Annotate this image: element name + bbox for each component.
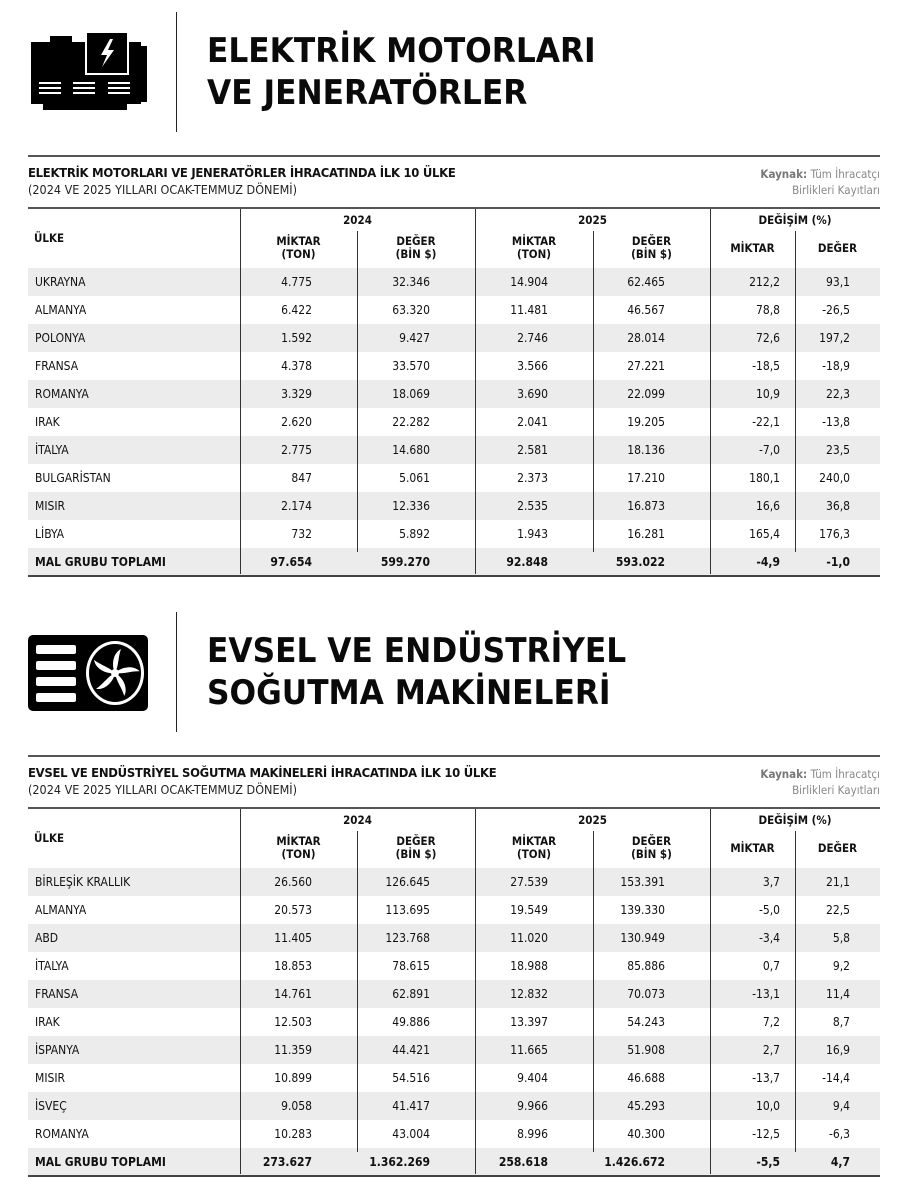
cell-value: 12.336 bbox=[392, 499, 430, 513]
cell-value: 8,7 bbox=[832, 1015, 850, 1029]
header-2024-qty-line1: MİKTAR bbox=[276, 834, 321, 848]
header-year-2025: 2025 bbox=[578, 813, 607, 827]
cell-value: 139.330 bbox=[620, 903, 665, 917]
table-row bbox=[28, 380, 880, 408]
table-total-row bbox=[28, 548, 880, 577]
cell-value: 32.346 bbox=[392, 275, 430, 289]
cell-value: 2.041 bbox=[517, 415, 548, 429]
cell-value: 123.768 bbox=[385, 931, 430, 945]
cell-value: -12,5 bbox=[752, 1127, 780, 1141]
total-value: 1.362.269 bbox=[369, 1155, 430, 1169]
header-2025-value-line1: DEĞER bbox=[631, 834, 672, 848]
total-value: -1,0 bbox=[826, 555, 850, 569]
cell-value: 19.205 bbox=[627, 415, 665, 429]
table-row bbox=[28, 464, 880, 492]
table-header bbox=[28, 209, 880, 268]
cell-value: 22.282 bbox=[392, 415, 430, 429]
header-2025-qty-line1: MİKTAR bbox=[511, 834, 557, 848]
table-row bbox=[28, 352, 880, 380]
cell-value: 62.465 bbox=[627, 275, 665, 289]
cell-country: ROMANYA bbox=[35, 387, 89, 401]
cell-value: 176,3 bbox=[819, 527, 850, 541]
source-text-2: Birlikleri Kayıtları bbox=[792, 783, 880, 797]
table-row bbox=[28, 980, 880, 1008]
cell-value: 46.567 bbox=[627, 303, 665, 317]
header-2024-qty-line2: (TON) bbox=[281, 247, 316, 261]
column-divider bbox=[593, 831, 594, 1152]
cell-value: 22,5 bbox=[825, 903, 850, 917]
cell-value: 240,0 bbox=[819, 471, 850, 485]
cell-value: -14,4 bbox=[822, 1071, 850, 1085]
cell-value: 26.560 bbox=[274, 875, 312, 889]
header-2024-value bbox=[357, 235, 475, 261]
table-body bbox=[28, 868, 880, 1177]
header-change: DEĞİŞİM (%) bbox=[758, 813, 832, 827]
cell-country: FRANSA bbox=[35, 987, 79, 1001]
column-divider bbox=[593, 231, 594, 552]
table-subtitle: (2024 VE 2025 YILLARI OCAK-TEMMUZ DÖNEMİ) bbox=[28, 782, 297, 797]
cell-country: İTALYA bbox=[35, 443, 69, 457]
cell-value: 2.174 bbox=[281, 499, 312, 513]
cell-value: 51.908 bbox=[627, 1043, 665, 1057]
cell-value: 2.535 bbox=[517, 499, 548, 513]
cell-value: -6,3 bbox=[828, 1127, 850, 1141]
column-divider bbox=[240, 209, 241, 574]
table-row bbox=[28, 324, 880, 352]
title-rule bbox=[28, 155, 880, 157]
section-title-line-2: VE JENERATÖRLER bbox=[207, 73, 528, 113]
cell-value: 10.899 bbox=[274, 1071, 312, 1085]
total-label: MAL GRUBU TOPLAMI bbox=[35, 555, 166, 569]
header-change-value: DEĞER bbox=[817, 841, 858, 855]
cell-value: 16,9 bbox=[825, 1043, 850, 1057]
total-value: 4,7 bbox=[830, 1155, 850, 1169]
header-divider bbox=[176, 612, 177, 732]
table-row bbox=[28, 896, 880, 924]
header-2024-value-line2: (BİN $) bbox=[395, 247, 437, 261]
source-note bbox=[760, 166, 880, 198]
cell-value: 27.221 bbox=[627, 359, 665, 373]
cell-value: 197,2 bbox=[819, 331, 850, 345]
cell-value: 4.775 bbox=[281, 275, 312, 289]
cell-value: 85.886 bbox=[627, 959, 665, 973]
cell-value: -13,1 bbox=[752, 987, 780, 1001]
cell-value: 5.061 bbox=[399, 471, 430, 485]
cell-country: IRAK bbox=[35, 415, 60, 429]
cell-value: 5.892 bbox=[399, 527, 430, 541]
column-divider bbox=[240, 809, 241, 1174]
table-row bbox=[28, 408, 880, 436]
cell-value: 16.873 bbox=[627, 499, 665, 513]
cell-value: 2,7 bbox=[762, 1043, 780, 1057]
header-divider bbox=[176, 12, 177, 132]
generator-icon bbox=[30, 30, 148, 116]
cell-value: 2.746 bbox=[517, 331, 548, 345]
cell-value: -3,4 bbox=[758, 931, 780, 945]
cell-value: 12.503 bbox=[274, 1015, 312, 1029]
cell-value: 153.391 bbox=[620, 875, 665, 889]
cell-country: ALMANYA bbox=[35, 303, 87, 317]
cell-value: -13,7 bbox=[752, 1071, 780, 1085]
cell-country: LİBYA bbox=[35, 527, 64, 541]
cell-value: 130.949 bbox=[620, 931, 665, 945]
section-title-line-1: ELEKTRİK MOTORLARI bbox=[207, 31, 596, 71]
cell-value: 13.397 bbox=[510, 1015, 548, 1029]
cell-value: 45.293 bbox=[627, 1099, 665, 1113]
total-value: 593.022 bbox=[615, 555, 665, 569]
cell-value: 17.210 bbox=[627, 471, 665, 485]
cell-value: -18,5 bbox=[752, 359, 780, 373]
header-change-qty: MİKTAR bbox=[730, 841, 775, 855]
total-value: 97.654 bbox=[270, 555, 312, 569]
header-2024-value bbox=[357, 835, 475, 861]
cell-country: UKRAYNA bbox=[35, 275, 86, 289]
cell-value: 46.688 bbox=[627, 1071, 665, 1085]
column-divider bbox=[357, 231, 358, 552]
cell-country: İTALYA bbox=[35, 959, 69, 973]
cell-value: 180,1 bbox=[749, 471, 780, 485]
cell-value: 16,6 bbox=[755, 499, 780, 513]
cell-value: 126.645 bbox=[385, 875, 430, 889]
total-value: 258.618 bbox=[498, 1155, 548, 1169]
cell-country: ABD bbox=[35, 931, 59, 945]
cell-value: 22.099 bbox=[627, 387, 665, 401]
cell-value: 3.329 bbox=[281, 387, 312, 401]
title-rule bbox=[28, 755, 880, 757]
cell-country: İSVEÇ bbox=[35, 1099, 67, 1113]
cell-value: 36,8 bbox=[825, 499, 850, 513]
cell-value: 11.665 bbox=[510, 1043, 548, 1057]
cell-value: 20.573 bbox=[274, 903, 312, 917]
cell-value: 72,6 bbox=[755, 331, 780, 345]
cell-value: 78,8 bbox=[755, 303, 780, 317]
cell-value: 8.996 bbox=[517, 1127, 548, 1141]
total-value: 599.270 bbox=[380, 555, 430, 569]
source-label: Kaynak: bbox=[760, 767, 808, 781]
cell-value: -5,0 bbox=[758, 903, 780, 917]
cell-value: 41.417 bbox=[392, 1099, 430, 1113]
cell-value: 4.378 bbox=[281, 359, 312, 373]
cell-value: 10.283 bbox=[274, 1127, 312, 1141]
cell-value: 9,4 bbox=[832, 1099, 850, 1113]
cell-value: 2.775 bbox=[281, 443, 312, 457]
cell-value: 9.966 bbox=[517, 1099, 548, 1113]
total-value: -5,5 bbox=[756, 1155, 780, 1169]
column-divider bbox=[475, 809, 476, 1174]
column-divider bbox=[357, 831, 358, 1152]
cell-value: 3.566 bbox=[517, 359, 548, 373]
table-row bbox=[28, 952, 880, 980]
cell-value: 3.690 bbox=[517, 387, 548, 401]
cell-country: MISIR bbox=[35, 499, 66, 513]
header-2024-value-line1: DEĞER bbox=[396, 834, 436, 848]
cell-value: 11.481 bbox=[510, 303, 548, 317]
air-conditioner-fan-icon bbox=[28, 635, 148, 711]
cell-value: 9.058 bbox=[281, 1099, 312, 1113]
table-row bbox=[28, 1008, 880, 1036]
cell-country: BULGARİSTAN bbox=[35, 471, 111, 485]
table-row bbox=[28, 436, 880, 464]
cell-value: -13,8 bbox=[822, 415, 850, 429]
cell-value: 12.832 bbox=[510, 987, 548, 1001]
header-year-2024: 2024 bbox=[343, 213, 372, 227]
cell-value: 62.891 bbox=[392, 987, 430, 1001]
table-row bbox=[28, 924, 880, 952]
cell-value: 10,0 bbox=[755, 1099, 780, 1113]
cell-value: 19.549 bbox=[510, 903, 548, 917]
header-2024-qty-line2: (TON) bbox=[281, 847, 316, 861]
section-title bbox=[207, 630, 626, 714]
cell-value: 11.405 bbox=[274, 931, 312, 945]
section-title-line-2: SOĞUTMA MAKİNELERİ bbox=[207, 673, 611, 713]
header-2025-qty bbox=[475, 235, 593, 261]
cell-value: 43.004 bbox=[392, 1127, 430, 1141]
cell-value: 40.300 bbox=[627, 1127, 665, 1141]
header-2025-value-line1: DEĞER bbox=[631, 234, 672, 248]
cell-value: 2.581 bbox=[517, 443, 548, 457]
header-2024-value-line1: DEĞER bbox=[396, 234, 436, 248]
header-2024-qty bbox=[240, 835, 357, 861]
cell-value: 14.904 bbox=[510, 275, 548, 289]
cell-value: 78.615 bbox=[392, 959, 430, 973]
column-divider bbox=[475, 209, 476, 574]
header-year-2024: 2024 bbox=[343, 813, 372, 827]
cell-value: 10,9 bbox=[755, 387, 780, 401]
total-label: MAL GRUBU TOPLAMI bbox=[35, 1155, 166, 1169]
section-cooling-machines bbox=[0, 600, 904, 1198]
table-title: ELEKTRİK MOTORLARI VE JENERATÖRLER İHRACATINDA İLK 10 ÜLKE bbox=[28, 165, 456, 180]
cell-value: 9,2 bbox=[832, 959, 850, 973]
total-value: 1.426.672 bbox=[604, 1155, 665, 1169]
source-text-2: Birlikleri Kayıtları bbox=[792, 183, 880, 197]
cell-country: ROMANYA bbox=[35, 1127, 89, 1141]
section-title bbox=[207, 30, 596, 114]
table-header bbox=[28, 809, 880, 868]
cell-value: 3,7 bbox=[762, 875, 780, 889]
cell-value: 847 bbox=[291, 471, 312, 485]
header-2024-qty bbox=[240, 235, 357, 261]
cell-value: 33.570 bbox=[392, 359, 430, 373]
cell-value: 54.516 bbox=[392, 1071, 430, 1085]
cell-value: 2.373 bbox=[517, 471, 548, 485]
cell-value: 7,2 bbox=[762, 1015, 780, 1029]
column-divider bbox=[795, 831, 796, 1152]
cell-value: 23,5 bbox=[825, 443, 850, 457]
cell-value: 14.761 bbox=[274, 987, 312, 1001]
cell-country: IRAK bbox=[35, 1015, 60, 1029]
source-text-1: Tüm İhracatçı bbox=[810, 167, 880, 181]
header-2024-value-line2: (BİN $) bbox=[395, 847, 437, 861]
header-change-value: DEĞER bbox=[817, 241, 858, 255]
column-divider bbox=[795, 231, 796, 552]
cell-value: 11.020 bbox=[510, 931, 548, 945]
table-row bbox=[28, 296, 880, 324]
cell-value: -26,5 bbox=[822, 303, 850, 317]
source-line-1 bbox=[760, 766, 880, 782]
header-2025-value bbox=[593, 235, 710, 261]
cell-country: FRANSA bbox=[35, 359, 79, 373]
table-row bbox=[28, 520, 880, 548]
header-change: DEĞİŞİM (%) bbox=[758, 213, 832, 227]
total-value: 92.848 bbox=[506, 555, 548, 569]
cell-value: 27.539 bbox=[510, 875, 548, 889]
cell-value: 11,4 bbox=[825, 987, 850, 1001]
header-country: ÜLKE bbox=[34, 831, 65, 845]
cell-value: 113.695 bbox=[385, 903, 430, 917]
cell-value: -22,1 bbox=[752, 415, 780, 429]
table-row bbox=[28, 868, 880, 896]
table-row bbox=[28, 1120, 880, 1148]
cell-value: 0,7 bbox=[762, 959, 780, 973]
cell-country: BİRLEŞİK KRALLIK bbox=[35, 875, 131, 889]
cell-country: POLONYA bbox=[35, 331, 86, 345]
header-2025-qty-line2: (TON) bbox=[517, 847, 551, 861]
section-title-line-1: EVSEL VE ENDÜSTRİYEL bbox=[207, 631, 627, 671]
cell-value: 732 bbox=[291, 527, 312, 541]
cell-value: 70.073 bbox=[627, 987, 665, 1001]
cell-value: 1.943 bbox=[517, 527, 548, 541]
header-country: ÜLKE bbox=[34, 231, 65, 245]
table-body bbox=[28, 268, 880, 577]
table-row bbox=[28, 1036, 880, 1064]
table-row bbox=[28, 1092, 880, 1120]
header-2025-qty bbox=[475, 835, 593, 861]
cell-value: 21,1 bbox=[825, 875, 850, 889]
cell-value: 44.421 bbox=[392, 1043, 430, 1057]
cell-value: 49.886 bbox=[392, 1015, 430, 1029]
cell-value: 6.422 bbox=[281, 303, 312, 317]
header-2025-value-line2: (BİN $) bbox=[631, 247, 672, 261]
source-text-1: Tüm İhracatçı bbox=[810, 767, 880, 781]
cell-value: 9.427 bbox=[399, 331, 430, 345]
total-value: -4,9 bbox=[756, 555, 780, 569]
header-2025-value-line2: (BİN $) bbox=[631, 847, 672, 861]
table-row bbox=[28, 492, 880, 520]
cell-value: 14.680 bbox=[392, 443, 430, 457]
header-year-2025: 2025 bbox=[578, 213, 607, 227]
table-row bbox=[28, 268, 880, 296]
header-2024-qty-line1: MİKTAR bbox=[276, 234, 321, 248]
cell-value: 54.243 bbox=[627, 1015, 665, 1029]
source-label: Kaynak: bbox=[760, 167, 808, 181]
table-total-row bbox=[28, 1148, 880, 1177]
cell-value: 93,1 bbox=[825, 275, 850, 289]
total-value: 273.627 bbox=[262, 1155, 312, 1169]
cell-value: -7,0 bbox=[758, 443, 780, 457]
column-divider bbox=[710, 809, 711, 1174]
cell-value: 18.136 bbox=[627, 443, 665, 457]
table-subtitle: (2024 VE 2025 YILLARI OCAK-TEMMUZ DÖNEMİ) bbox=[28, 182, 297, 197]
cell-value: 18.988 bbox=[510, 959, 548, 973]
header-2025-qty-line2: (TON) bbox=[517, 247, 551, 261]
header-change-qty: MİKTAR bbox=[730, 241, 775, 255]
cell-value: 18.069 bbox=[392, 387, 430, 401]
cell-value: 165,4 bbox=[749, 527, 780, 541]
cell-value: 9.404 bbox=[517, 1071, 548, 1085]
cell-value: 22,3 bbox=[825, 387, 850, 401]
cell-country: İSPANYA bbox=[35, 1043, 80, 1057]
cell-value: 18.853 bbox=[274, 959, 312, 973]
cell-country: MISIR bbox=[35, 1071, 66, 1085]
column-divider bbox=[710, 209, 711, 574]
cell-value: 212,2 bbox=[749, 275, 780, 289]
table-row bbox=[28, 1064, 880, 1092]
header-2025-qty-line1: MİKTAR bbox=[511, 234, 557, 248]
source-note bbox=[760, 766, 880, 798]
header-2025-value bbox=[593, 835, 710, 861]
cell-value: 28.014 bbox=[627, 331, 665, 345]
cell-value: 2.620 bbox=[281, 415, 312, 429]
cell-value: 63.320 bbox=[392, 303, 430, 317]
cell-country: ALMANYA bbox=[35, 903, 87, 917]
cell-value: 5,8 bbox=[832, 931, 850, 945]
cell-value: 11.359 bbox=[274, 1043, 312, 1057]
table-title: EVSEL VE ENDÜSTRİYEL SOĞUTMA MAKİNELERİ İHRACATINDA İLK 10 ÜLKE bbox=[28, 765, 497, 780]
cell-value: 16.281 bbox=[627, 527, 665, 541]
source-line-1 bbox=[760, 166, 880, 182]
cell-value: 1.592 bbox=[281, 331, 312, 345]
cell-value: -18,9 bbox=[822, 359, 850, 373]
